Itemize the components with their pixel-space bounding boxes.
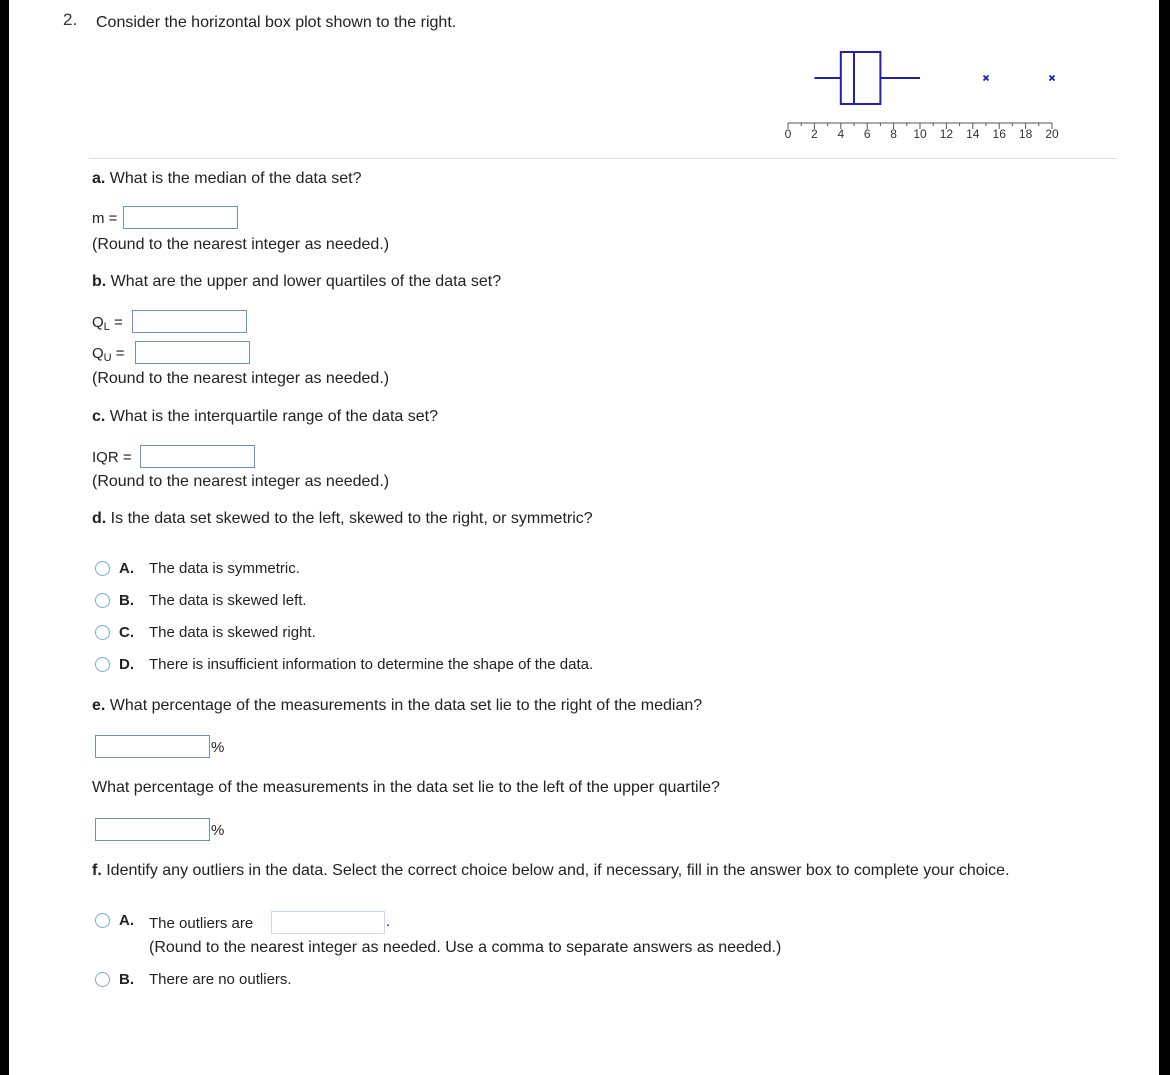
part-b-text: What are the upper and lower quartiles of the data set? bbox=[110, 273, 502, 290]
outliers-input[interactable] bbox=[271, 911, 385, 934]
part-f-text: Identify any outliers in the data. Select the correct choice below and, if necessary, fill in the answer box to complete your choice. bbox=[106, 862, 1010, 879]
m-label: m = bbox=[92, 210, 118, 227]
part-e-question bbox=[92, 697, 702, 715]
x-tick-label-8: 8 bbox=[890, 127, 897, 141]
left-of-upper-quartile-input[interactable] bbox=[95, 818, 210, 841]
question-number: 2. bbox=[63, 10, 78, 29]
option-f-a-letter: A. bbox=[119, 912, 134, 929]
part-c-text: What is the interquartile range of the data set? bbox=[109, 408, 438, 425]
iqr-box bbox=[841, 52, 881, 104]
ql-label: $Q_L$ = bbox=[92, 314, 123, 333]
part-e-label: e. bbox=[92, 697, 106, 714]
question-intro: Consider the horizontal box plot shown to the right. bbox=[96, 14, 457, 31]
qu-label: $Q_U$ = bbox=[92, 345, 125, 364]
outlier-mark-2 bbox=[1050, 76, 1055, 81]
part-b-question bbox=[92, 273, 501, 291]
part-d-text: Is the data set skewed to the left, skewed to the right, or symmetric? bbox=[110, 510, 593, 527]
option-f-b-radio[interactable] bbox=[95, 972, 110, 987]
part-b-note: (Round to the nearest integer as needed.) bbox=[92, 370, 390, 387]
option-d-c-text[interactable]: The data is skewed right. bbox=[149, 624, 316, 641]
option-f-a-text[interactable]: The outliers are bbox=[149, 915, 254, 932]
part-a-note: (Round to the nearest integer as needed.) bbox=[92, 236, 390, 253]
option-f-b-letter: B. bbox=[119, 971, 134, 988]
option-d-c-radio[interactable] bbox=[95, 625, 110, 640]
percent-sign-2: % bbox=[211, 822, 225, 839]
option-f-a-note: (Round to the nearest integer as needed. Use a comma to separate answers as needed.) bbox=[149, 939, 782, 956]
option-d-a-radio[interactable] bbox=[95, 561, 110, 576]
part-a-question bbox=[92, 170, 362, 188]
option-d-d-letter: D. bbox=[119, 656, 134, 673]
iqr-label: IQR = bbox=[92, 449, 132, 466]
box-plot bbox=[769, 40, 1069, 145]
x-tick-label-18: 18 bbox=[1018, 127, 1033, 141]
option-d-b-text[interactable]: The data is skewed left. bbox=[149, 592, 307, 609]
option-d-c-letter: C. bbox=[119, 624, 134, 641]
option-d-a-letter: A. bbox=[119, 560, 134, 577]
x-tick-label-12: 12 bbox=[939, 127, 954, 141]
option-d-d-text[interactable]: There is insufficient information to determine the shape of the data. bbox=[149, 656, 594, 673]
part-d-label: d. bbox=[92, 510, 107, 527]
option-f-a-radio[interactable] bbox=[95, 913, 110, 928]
upper-quartile-input[interactable] bbox=[135, 341, 250, 364]
option-d-b-radio[interactable] bbox=[95, 593, 110, 608]
part-e-text: What percentage of the measurements in the data set lie to the right of the median? bbox=[109, 697, 703, 714]
x-tick-label-10: 10 bbox=[913, 127, 927, 141]
x-tick-label-16: 16 bbox=[992, 127, 1006, 141]
option-d-d-radio[interactable] bbox=[95, 657, 110, 672]
x-tick-label-20: 20 bbox=[1045, 127, 1059, 141]
x-tick-label-6: 6 bbox=[863, 127, 871, 141]
x-tick-label-0: 0 bbox=[784, 127, 792, 141]
part-b-label: b. bbox=[92, 273, 107, 290]
question-page bbox=[9, 0, 1159, 1075]
option-d-b-letter: B. bbox=[119, 592, 134, 609]
part-c-label: c. bbox=[92, 408, 106, 425]
x-tick-label-2: 2 bbox=[811, 127, 818, 141]
part-c-note: (Round to the nearest integer as needed.) bbox=[92, 473, 390, 490]
option-f-b-text[interactable]: There are no outliers. bbox=[149, 971, 292, 988]
x-tick-label-4: 4 bbox=[837, 127, 845, 141]
part-e-question-2: What percentage of the measurements in the data set lie to the left of the upper quartile? bbox=[92, 779, 720, 796]
right-of-median-input[interactable] bbox=[95, 735, 210, 758]
option-d-a-text[interactable]: The data is symmetric. bbox=[149, 560, 300, 577]
part-d-question bbox=[92, 510, 593, 528]
x-tick-label-14: 14 bbox=[966, 127, 980, 141]
percent-sign-1: % bbox=[211, 739, 225, 756]
part-f-label: f. bbox=[92, 862, 102, 879]
part-c-question bbox=[92, 408, 438, 426]
option-f-a-period: . bbox=[386, 913, 391, 930]
lower-quartile-input[interactable] bbox=[132, 310, 247, 333]
part-f-question bbox=[92, 862, 1010, 880]
outlier-mark-1 bbox=[984, 76, 989, 81]
part-a-label: a. bbox=[92, 170, 106, 187]
part-a-text: What is the median of the data set? bbox=[109, 170, 362, 187]
median-input[interactable] bbox=[123, 206, 238, 229]
divider bbox=[89, 158, 1117, 159]
iqr-input[interactable] bbox=[140, 445, 255, 468]
